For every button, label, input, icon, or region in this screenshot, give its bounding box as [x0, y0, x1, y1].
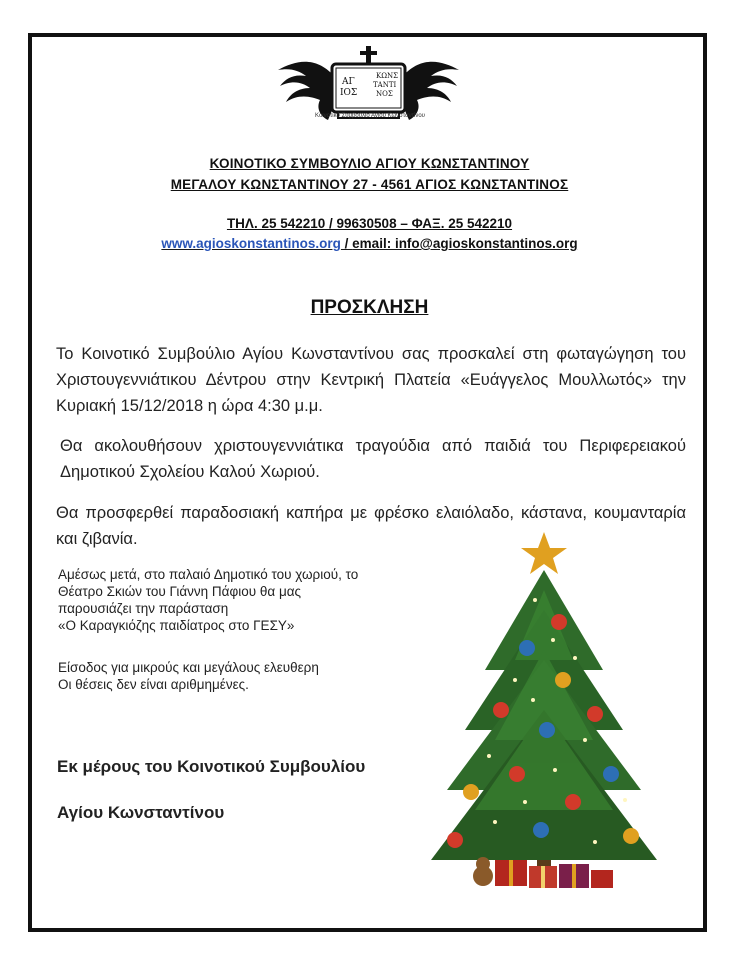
invitation-title: ΠΡΟΣΚΛΗΣΗ — [310, 297, 429, 318]
paragraph-songs: Θα ακολουθήσουν χριστουγεννιάτικα τραγούδια από παιδιά του Περιφερειακού Δημοτικού Σχολείου Καλού Χωριού. — [60, 437, 686, 481]
ornament-icon — [493, 702, 509, 718]
contact-line — [0, 236, 739, 251]
ornament-icon — [447, 832, 463, 848]
ornament-icon — [551, 614, 567, 630]
entry-line: Οι θέσεις δεν είναι αριθμημένες. — [58, 677, 249, 692]
ornament-icon — [533, 822, 549, 838]
entry-info — [58, 659, 438, 693]
paragraph-invitation: Το Κοινοτικό Συμβούλιο Αγίου Κωνσταντίνου σας προσκαλεί στη φωταγώγηση του Χριστουγεννιάτικου Δέντρου στην Κεντρική Πλατεία «Ευάγγελος Μουλλωτός» την Κυριακή 15/12/2018 η ώρα 4:30 μ.μ. — [56, 345, 686, 415]
email-link[interactable]: email: info@agioskonstantinos.org — [352, 236, 578, 251]
event-line: «Ο Καραγκιόζης παιδίατρος στο ΓΕΣΥ» — [58, 618, 295, 633]
contact-separator: / — [340, 236, 353, 251]
entry-line: Είσοδος για μικρούς και μεγάλους ελευθερη — [58, 660, 319, 675]
event-line: παρουσιάζει την παράσταση — [58, 601, 229, 616]
star-icon — [521, 532, 567, 574]
cross-icon — [360, 46, 377, 64]
ornament-icon — [539, 722, 555, 738]
eagle-left-wing-icon — [278, 62, 334, 120]
ornament-icon — [587, 706, 603, 722]
paragraph-refreshments: Θα προσφερθεί παραδοσιακή καπήρα με φρέσκο ελαιόλαδο, κάστανα, κουμανταρία και ζιβανία. — [56, 504, 686, 548]
event-description — [58, 566, 438, 634]
event-line: Θέατρο Σκιών του Γιάννη Πάφιου θα μας — [58, 584, 302, 599]
ornament-icon — [509, 766, 525, 782]
ornament-icon — [463, 784, 479, 800]
logo-right-letters: ΚΩΝΣ ΤΑΝΤΙ ΝΟΣ — [373, 72, 399, 98]
christmas-tree-icon — [425, 530, 685, 910]
eagle-right-wing-icon — [403, 62, 459, 120]
ornament-icon — [565, 794, 581, 810]
ornament-icon — [519, 640, 535, 656]
signature-line-2: Αγίου Κωνσταντίνου — [57, 803, 225, 822]
ornament-icon — [623, 828, 639, 844]
event-line: Αμέσως μετά, στο παλαιό Δημοτικό του χωριού, το — [58, 567, 359, 582]
logo-caption: Κοινοτικό Συμβούλιο Αγίου Κωνσταντίνου — [315, 113, 425, 119]
ornament-icon — [555, 672, 571, 688]
signature-line-1: Εκ μέρους του Κοινοτικού Συμβουλίου — [57, 757, 366, 776]
council-phones: ΤΗΛ. 25 542210 / 99630508 – ΦΑΞ. 25 542210 — [226, 216, 513, 231]
logo-left-letters: ΑΓ ΙΟΣ — [340, 77, 358, 98]
council-address: ΜΕΓΑΛΟΥ ΚΩΝΣΤΑΝΤΙΝΟΥ 27 - 4561 ΑΓΙΟΣ ΚΩΝΣΤΑΝΤΙΝΟΣ — [170, 177, 569, 192]
website-link[interactable]: www.agioskonstantinos.org — [161, 236, 341, 251]
council-name: ΚΟΙΝΟΤΙΚΟ ΣΥΜΒΟΥΛΙΟ ΑΓΙΟΥ ΚΩΝΣΤΑΝΤΙΝΟΥ — [209, 156, 530, 171]
ornament-icon — [603, 766, 619, 782]
